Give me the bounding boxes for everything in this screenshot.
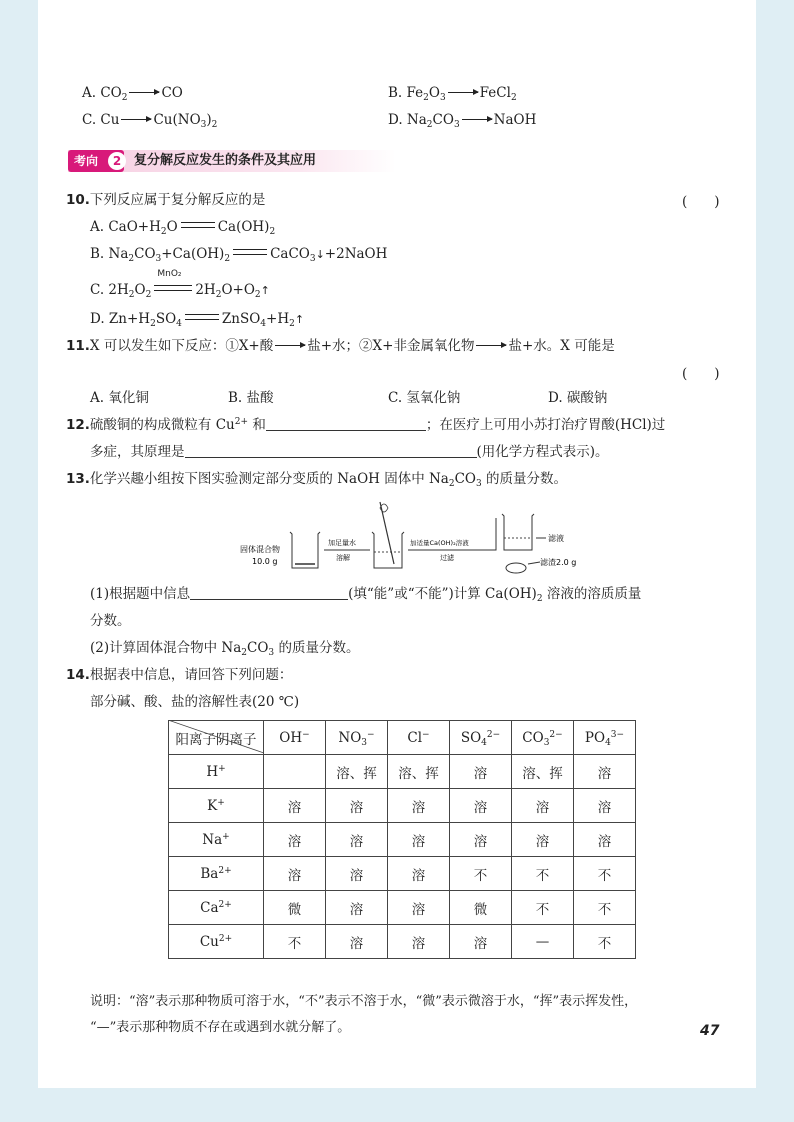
table-cell: 溶 xyxy=(450,823,512,857)
table-cell: 微 xyxy=(450,891,512,925)
table-cell: 不 xyxy=(512,857,574,891)
solid-mixture-label: 固体混合物 xyxy=(240,545,280,554)
catalyst-label: MnO₂ xyxy=(157,269,182,279)
filter-paper-icon xyxy=(506,563,526,573)
table-cell: 不 xyxy=(574,891,636,925)
q9-option-d: D. $Na_2CO_3$ NaOH xyxy=(388,112,537,130)
solubility-table xyxy=(168,720,636,959)
precipitate-pointer xyxy=(528,562,540,564)
table-row xyxy=(169,891,636,925)
q13-part1-line2: 分数。 xyxy=(90,613,131,629)
step1-top-label: 加足量水 xyxy=(328,539,356,547)
table-cell: 溶 xyxy=(264,857,326,891)
table-cell: 溶、挥 xyxy=(388,755,450,789)
precipitate-label: 滤渣2.0 g xyxy=(540,558,577,567)
table-cell: 溶 xyxy=(512,789,574,823)
table-cell: 不 xyxy=(450,857,512,891)
table-note-line1: 说明：“溶”表示那种物质可溶于水，“不”表示不溶于水，“微”表示微溶于水，“挥”表示挥发性， xyxy=(90,994,638,1009)
arrow-icon xyxy=(129,92,159,93)
table-cell: 溶 xyxy=(388,891,450,925)
table-row xyxy=(169,925,636,959)
table-cell: 溶 xyxy=(326,823,388,857)
up-arrow-icon: ↑ xyxy=(260,284,270,297)
section-header xyxy=(68,150,396,172)
section-title: 复分解反应发生的条件及其应用 xyxy=(134,153,317,168)
arrow-icon xyxy=(462,119,492,120)
up-arrow-icon: ↑ xyxy=(294,313,305,326)
table-caption: 部分碱、酸、盐的溶解性表(20 ℃) xyxy=(90,694,300,710)
page-number: 47 xyxy=(700,1023,720,1039)
down-arrow-icon: ↓ xyxy=(315,248,325,261)
beaker-1-icon xyxy=(290,532,320,568)
table-header-cell: $SO_4^{2-}$ xyxy=(450,721,512,755)
table-row xyxy=(169,789,636,823)
table-cell: 不 xyxy=(574,857,636,891)
table-cell: 溶 xyxy=(388,925,450,959)
table-cell: 不 xyxy=(512,891,574,925)
table-cell: 溶 xyxy=(326,857,388,891)
table-cell: 溶 xyxy=(388,823,450,857)
q13-stem: 13.化学兴趣小组按下图实验测定部分变质的 NaOH 固体中 $Na_2CO_3$ 的质量分数。 xyxy=(66,471,568,489)
table-cell: 溶 xyxy=(574,823,636,857)
table-cell: 溶 xyxy=(388,789,450,823)
q10-answer-paren: ( ) xyxy=(682,194,720,210)
q10-option-b: B. $Na_2CO_3+Ca(OH)_2$ CaCO$_3$↓+2NaOH xyxy=(90,246,388,264)
beaker-3-icon xyxy=(502,514,534,550)
step2-top-label: 加适量Ca(OH)₂溶液 xyxy=(410,539,469,547)
table-row xyxy=(169,755,636,789)
table-note-line2: “—”表示那种物质不存在或遇到水就分解了。 xyxy=(90,1020,351,1035)
answer-blank[interactable] xyxy=(185,444,477,458)
step1-bottom-label: 溶解 xyxy=(336,554,350,562)
filtrate-label: 滤液 xyxy=(548,534,564,543)
table-cell: 不 xyxy=(264,925,326,959)
arrow-icon xyxy=(476,345,506,346)
table-cell: 溶 xyxy=(264,789,326,823)
answer-blank[interactable] xyxy=(190,586,348,600)
cation-cell: H+ xyxy=(169,755,264,789)
table-cell: 溶 xyxy=(450,755,512,789)
q9-option-b: B. $Fe_2O_3$ FeCl$_2$ xyxy=(388,85,517,103)
q13-part1-line1: (1)根据题中信息 (填“能”或“不能”)计算 $Ca(OH)_2$ 溶液的溶质质量 xyxy=(90,586,642,604)
table-header-cell: Cl− xyxy=(388,721,450,755)
table-cell: — xyxy=(512,925,574,959)
q10-option-c: C. $2H_2O_2$ MnO₂ $2H_2O+O_2↑$ xyxy=(90,280,270,301)
q11-option-a: A. 氧化铜 xyxy=(90,390,149,406)
table-cell: 不 xyxy=(574,925,636,959)
equals-sign-icon xyxy=(233,249,267,255)
experiment-diagram xyxy=(240,498,585,580)
table-row xyxy=(169,823,636,857)
q11-option-c: C. 氢氧化钠 xyxy=(388,390,461,406)
table-cell: 溶、挥 xyxy=(326,755,388,789)
equals-sign-icon xyxy=(185,314,219,320)
table-cell: 溶 xyxy=(574,789,636,823)
q14-stem: 14.根据表中信息，请回答下列问题： xyxy=(66,667,293,683)
table-cell: 溶 xyxy=(450,789,512,823)
table-header-cell: $CO_3^{2-}$ xyxy=(512,721,574,755)
table-diagonal-line xyxy=(168,720,264,753)
table-cell: 溶 xyxy=(264,823,326,857)
table-cell: 溶 xyxy=(388,857,450,891)
table-header-cell: $PO_4^{3-}$ xyxy=(574,721,636,755)
q10-option-a: A. $CaO+H_2O$ $Ca(OH)_2$ xyxy=(90,219,276,237)
connector-line xyxy=(486,518,496,550)
section-tag: 考向 xyxy=(68,150,124,172)
table-cell: 溶、挥 xyxy=(512,755,574,789)
step2-bottom-label: 过滤 xyxy=(440,554,454,562)
q11-option-d: D. 碳酸钠 xyxy=(548,390,608,406)
table-header-cell: $NO_3^-$ xyxy=(326,721,388,755)
mass-label: 10.0 g xyxy=(252,557,278,566)
cation-cell: Na+ xyxy=(169,823,264,857)
cation-cell: $Ba^{2+}$ xyxy=(169,857,264,891)
section-number: 2 xyxy=(108,152,126,170)
q10-stem: 10.下列反应属于复分解反应的是 xyxy=(66,192,266,208)
table-cell: 溶 xyxy=(326,789,388,823)
q11-stem: 11.X 可以发生如下反应：①X+酸 盐+水；②X+非金属氧化物 盐+水。X 可能是 xyxy=(66,338,615,354)
q11-answer-paren: ( ) xyxy=(682,366,720,382)
table-header-cell: OH− xyxy=(264,721,326,755)
equals-sign-icon xyxy=(154,285,192,291)
arrow-icon xyxy=(448,92,478,93)
arrow-icon xyxy=(121,119,151,120)
table-cell: 溶 xyxy=(574,755,636,789)
q9-option-a: A. $CO_2$ CO xyxy=(82,85,183,103)
table-cell: 溶 xyxy=(512,823,574,857)
table-cell: 溶 xyxy=(326,891,388,925)
cation-cell: $Ca^{2+}$ xyxy=(169,891,264,925)
q9-option-c: C. Cu $Cu(NO_3)_2$ xyxy=(82,112,218,130)
q12-line1: 12.硫酸铜的构成微粒有 $Cu^{2+}$ 和 ；在医疗上可用小苏打治疗胃酸(HCl)过 xyxy=(66,417,666,433)
table-header-cell: 阳离子阴离子 xyxy=(169,721,264,755)
table-cell: 溶 xyxy=(326,925,388,959)
table-cell: 溶 xyxy=(450,925,512,959)
arrow-icon xyxy=(275,345,305,346)
table-cell xyxy=(264,755,326,789)
q10-option-d: D. $Zn+H_2SO_4$ $ZnSO_4+H_2↑$ xyxy=(90,311,305,329)
answer-blank[interactable] xyxy=(266,417,426,431)
table-cell: 微 xyxy=(264,891,326,925)
cation-cell: $Cu^{2+}$ xyxy=(169,925,264,959)
cation-cell: K+ xyxy=(169,789,264,823)
table-row xyxy=(169,857,636,891)
q12-line2: 多症，其原理是 (用化学方程式表示)。 xyxy=(90,444,609,460)
q13-part2: (2)计算固体混合物中 $Na_2CO_3$ 的质量分数。 xyxy=(90,640,360,658)
equals-sign-icon xyxy=(181,222,215,228)
q11-option-b: B. 盐酸 xyxy=(228,390,274,406)
